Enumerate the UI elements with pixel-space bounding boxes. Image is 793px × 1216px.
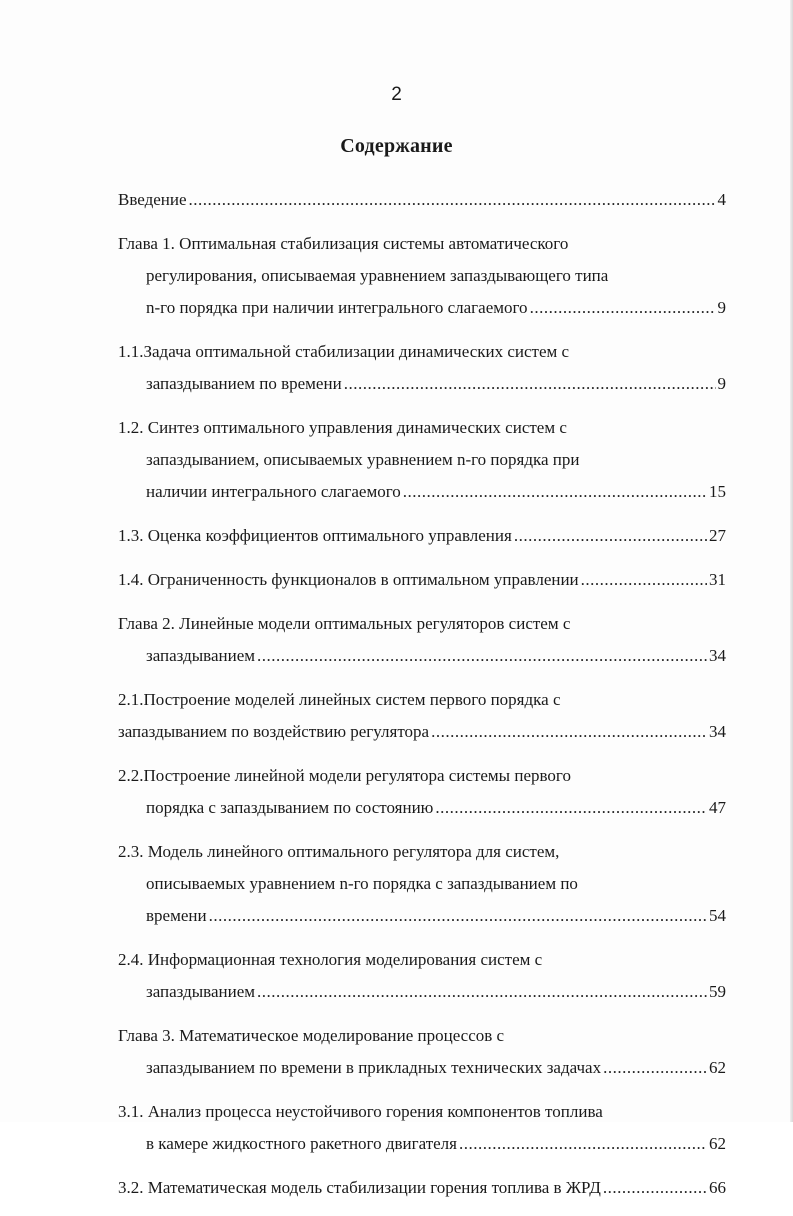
toc-entry-text: Глава 3. Математическое моделирование процессов с bbox=[118, 1026, 505, 1045]
toc-entry-text: запаздыванием по воздействию регулятора bbox=[118, 722, 430, 741]
toc-entry bbox=[118, 836, 726, 932]
toc-line bbox=[118, 292, 726, 324]
toc-line bbox=[118, 564, 726, 596]
toc-line bbox=[118, 368, 726, 400]
toc-entry bbox=[118, 760, 726, 824]
toc-entry-text: Глава 1. Оптимальная стабилизация системы автоматического bbox=[118, 234, 569, 253]
toc-line bbox=[118, 900, 726, 932]
toc-entry bbox=[118, 944, 726, 1008]
toc-dot-leader bbox=[257, 976, 707, 1008]
toc-entry-text: 3.1. Анализ процесса неустойчивого горения компонентов топлива bbox=[118, 1102, 603, 1121]
toc-line bbox=[118, 1128, 726, 1160]
toc-page-number: 9 bbox=[717, 298, 726, 317]
toc-entry-text: запаздыванием bbox=[146, 646, 256, 665]
toc-line bbox=[118, 944, 726, 976]
toc-line bbox=[118, 760, 726, 792]
toc-line bbox=[118, 640, 726, 672]
toc-entry-text: запаздыванием, описываемых уравнением n-го порядка при bbox=[146, 450, 580, 469]
toc-line bbox=[118, 608, 726, 640]
page-title: Содержание bbox=[340, 135, 453, 157]
toc-dot-leader bbox=[257, 640, 707, 672]
toc-line bbox=[118, 976, 726, 1008]
toc-entry-text: запаздыванием bbox=[146, 982, 256, 1001]
toc-entry-text: 3.2. Математическая модель стабилизации горения топлива в ЖРД bbox=[118, 1178, 601, 1197]
toc-entry-text: запаздыванием по времени в прикладных технических задачах bbox=[146, 1058, 602, 1077]
toc-entry-text: 2.2.Построение линейной модели регулятора системы первого bbox=[118, 766, 571, 785]
toc-line bbox=[118, 476, 726, 508]
toc-page-number: 54 bbox=[709, 906, 726, 925]
toc-dot-leader bbox=[209, 900, 707, 932]
toc-line bbox=[118, 336, 726, 368]
toc-line bbox=[118, 228, 726, 260]
page-number: 2 bbox=[391, 84, 402, 105]
toc-entry bbox=[118, 1020, 726, 1084]
toc-page-number: 34 bbox=[709, 646, 726, 665]
toc-entry bbox=[118, 1172, 726, 1204]
toc-line bbox=[118, 868, 726, 900]
toc-page-number: 15 bbox=[709, 482, 726, 501]
toc-dot-leader bbox=[344, 368, 716, 400]
toc-line bbox=[118, 1052, 726, 1084]
table-of-contents bbox=[118, 184, 726, 1216]
toc-entry-text: порядка с запаздыванием по состоянию bbox=[146, 798, 434, 817]
toc-entry-text: 1.3. Оценка коэффициентов оптимального управления bbox=[118, 526, 512, 545]
toc-entry-text: наличии интегрального слагаемого bbox=[146, 482, 401, 501]
toc-entry-text: 1.1.Задача оптимальной стабилизации динамических систем с bbox=[118, 342, 570, 361]
toc-entry bbox=[118, 412, 726, 508]
toc-entry bbox=[118, 228, 726, 324]
toc-entry-text: регулирования, описываемая уравнением запаздывающего типа bbox=[146, 266, 609, 285]
toc-page-number: 59 bbox=[709, 982, 726, 1001]
toc-page-number: 34 bbox=[709, 722, 726, 741]
toc-dot-leader bbox=[459, 1128, 707, 1160]
toc-entry-text: 1.2. Синтез оптимального управления динамических систем с bbox=[118, 418, 567, 437]
toc-line bbox=[118, 444, 726, 476]
toc-dot-leader bbox=[514, 520, 707, 552]
toc-dot-leader bbox=[581, 564, 707, 596]
toc-page-number: 62 bbox=[709, 1058, 726, 1077]
toc-line bbox=[118, 684, 726, 716]
toc-line bbox=[118, 1096, 726, 1128]
toc-entry-text: n-го порядка при наличии интегрального слагаемого bbox=[146, 298, 528, 317]
toc-entry bbox=[118, 520, 726, 552]
toc-entry bbox=[118, 684, 726, 748]
toc-line bbox=[118, 836, 726, 868]
toc-entry-text: 2.3. Модель линейного оптимального регулятора для систем, bbox=[118, 842, 560, 861]
toc-page-number: 62 bbox=[709, 1134, 726, 1153]
toc-dot-leader bbox=[189, 184, 716, 216]
toc-page-number: 27 bbox=[709, 526, 726, 545]
toc-entry-text: запаздыванием по времени bbox=[146, 374, 342, 393]
toc-entry bbox=[118, 608, 726, 672]
toc-line bbox=[118, 1172, 726, 1204]
toc-entry bbox=[118, 564, 726, 596]
toc-line bbox=[118, 716, 726, 748]
toc-entry bbox=[118, 1096, 726, 1160]
toc-dot-leader bbox=[403, 476, 707, 508]
toc-entry-text: 2.4. Информационная технология моделирования систем с bbox=[118, 950, 543, 969]
toc-line bbox=[118, 1020, 726, 1052]
toc-dot-leader bbox=[431, 716, 707, 748]
toc-dot-leader bbox=[530, 292, 716, 324]
toc-line bbox=[118, 184, 726, 216]
toc-entry bbox=[118, 184, 726, 216]
toc-page-number: 66 bbox=[709, 1178, 726, 1197]
toc-page-number: 47 bbox=[709, 798, 726, 817]
toc-page-number: 31 bbox=[709, 570, 726, 589]
toc-entry-text: 2.1.Построение моделей линейных систем первого порядка с bbox=[118, 690, 561, 709]
toc-line bbox=[118, 260, 726, 292]
toc-page-number: 4 bbox=[717, 190, 726, 209]
toc-page-number: 9 bbox=[717, 374, 726, 393]
toc-entry bbox=[118, 336, 726, 400]
toc-line bbox=[118, 792, 726, 824]
toc-entry-text: времени bbox=[146, 906, 207, 925]
toc-entry-text: 1.4. Ограниченность функционалов в оптимальном управлении bbox=[118, 570, 579, 589]
toc-entry-text: описываемых уравнением n-го порядка с запаздыванием по bbox=[146, 874, 578, 893]
toc-entry-text: в камере жидкостного ракетного двигателя bbox=[146, 1134, 457, 1153]
toc-entry-text: Введение bbox=[118, 190, 187, 209]
toc-dot-leader bbox=[435, 792, 707, 824]
toc-line bbox=[118, 412, 726, 444]
toc-dot-leader bbox=[603, 1052, 707, 1084]
toc-entry-text: Глава 2. Линейные модели оптимальных регуляторов систем с bbox=[118, 614, 571, 633]
toc-dot-leader bbox=[603, 1172, 707, 1204]
toc-line bbox=[118, 520, 726, 552]
